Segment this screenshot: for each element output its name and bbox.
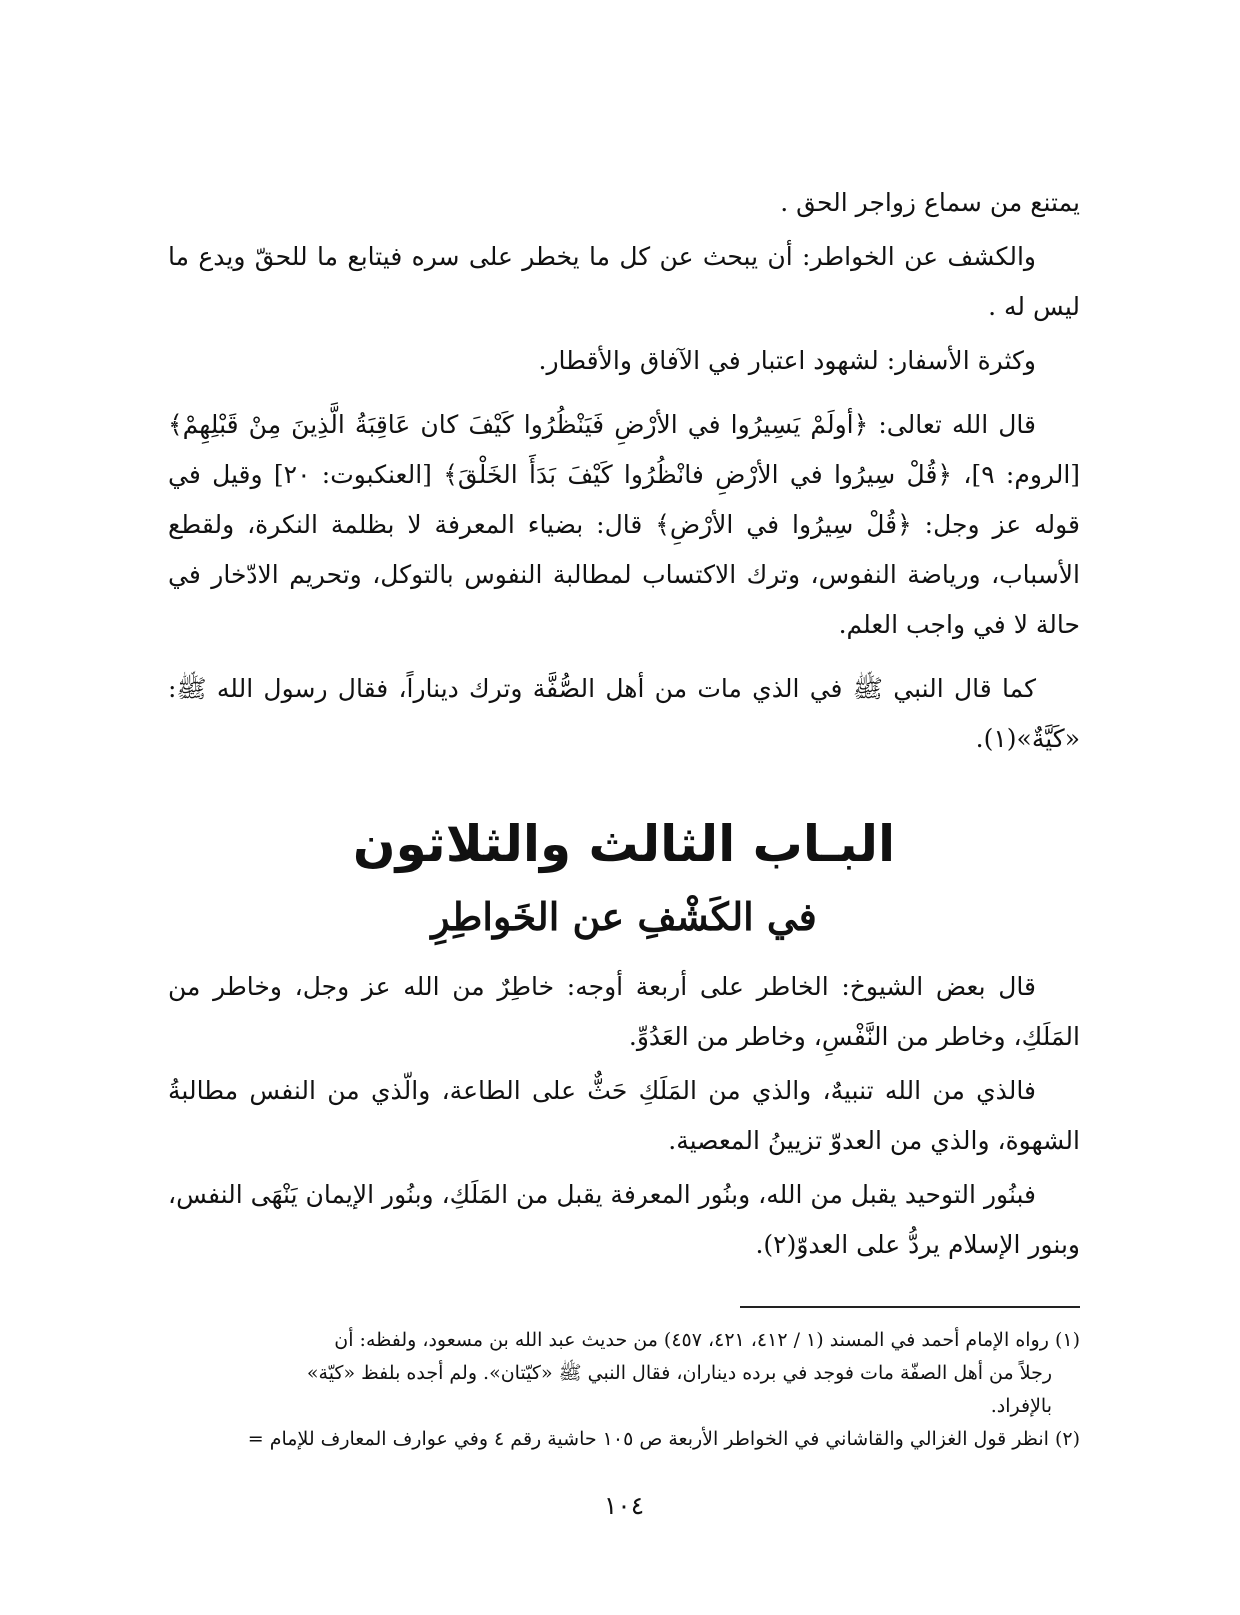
- body-paragraph-asfar: وكثرة الأسفار: لشهود اعتبار في الآفاق والأقطار.: [538, 346, 1036, 375]
- book-page: [168, 178, 1080, 1526]
- footnote-1-line-1: (١) رواه الإمام أحمد في المسند (١ / ٤١٢، ٤٢١، ٤٥٧) من حديث عبد الله بن مسعود، ولفظه: أن: [334, 1329, 1080, 1351]
- footnote-1-line-3: بالإفراد.: [990, 1395, 1052, 1417]
- chapter-subtitle: في الكَشْفِ عن الخَواطِرِ: [431, 894, 817, 939]
- chapter-paragraph-four-types: قال بعض الشيوخ: الخاطر على أربعة أوجه: خاطِرٌ من الله عز وجل، وخاطر من المَلَكِ، وخاطر من النَّفْسِ، وخاطر من العَدُوِّ.: [168, 972, 1080, 1051]
- chapter-paragraph-sources: فالذي من الله تنبيهٌ، والذي من المَلَكِ حَثٌّ على الطاعة، والّذي من النفس مطالبةُ الشهوة، والذي من العدوّ تزيينُ المعصية.: [168, 1076, 1080, 1155]
- footnote-2: (٢) انظر قول الغزالي والقاشاني في الخواطر الأربعة ص ١٠٥ حاشية رقم ٤ وفي عوارف المعارف للإمام =: [247, 1428, 1080, 1450]
- body-paragraph-quran-verses: قال الله تعالى: ﴿أولَمْ يَسِيرُوا في الأرْضِ فَيَنْظُرُوا كَيْفَ كان عَاقِبَةُ الَّذِينَ مِنْ قَبْلِهِمْ﴾ [الروم: ٩]، ﴿قُلْ سِيرُوا في الأرْضِ فانْظُرُوا كَيْفَ بَدَأَ الخَلْقَ﴾ [العنكبوت: ٢٠] وقيل في قوله عز وجل: ﴿قُلْ سِيرُوا في الأرْضِ﴾ قال: بضياء المعرفة لا بظلمة النكرة، ولقطع الأسباب، ورياضة النفوس، وترك الاكتساب لمطالبة النفوس بالتوكل، وتحريم الادّخار في حالة لا في واجب العلم.: [168, 410, 1081, 639]
- body-paragraph-hadith: كما قال النبي ﷺ في الذي مات من أهل الصُّفَّة وترك ديناراً، فقال رسول الله ﷺ: «كَيَّةٌ»(١).: [168, 674, 1080, 753]
- chapter-paragraph-lights: فبنُور التوحيد يقبل من الله، وبنُور المعرفة يقبل من المَلَكِ، وبنُور الإيمان يَنْهَى النفس، وبنور الإسلام يردُّ على العدوّ(٢).: [168, 1180, 1080, 1259]
- body-paragraph-continuation: يمتنع من سماع زواجر الحق .: [780, 188, 1080, 217]
- body-paragraph-khawatir: والكشف عن الخواطر: أن يبحث عن كل ما يخطر على سره فيتابع ما للحقّ ويدع ما ليس له .: [168, 242, 1080, 321]
- footnote-1-line-2: رجلاً من أهل الصفّة مات فوجد في برده ديناران، فقال النبي ﷺ «كيّتان». ولم أجده بلفظ «كيّة»: [306, 1362, 1052, 1384]
- chapter-title: البـاب الثالث والثلاثون: [352, 815, 896, 873]
- page-number: ١٠٤: [603, 1491, 645, 1520]
- footnote-divider: [740, 1306, 1080, 1308]
